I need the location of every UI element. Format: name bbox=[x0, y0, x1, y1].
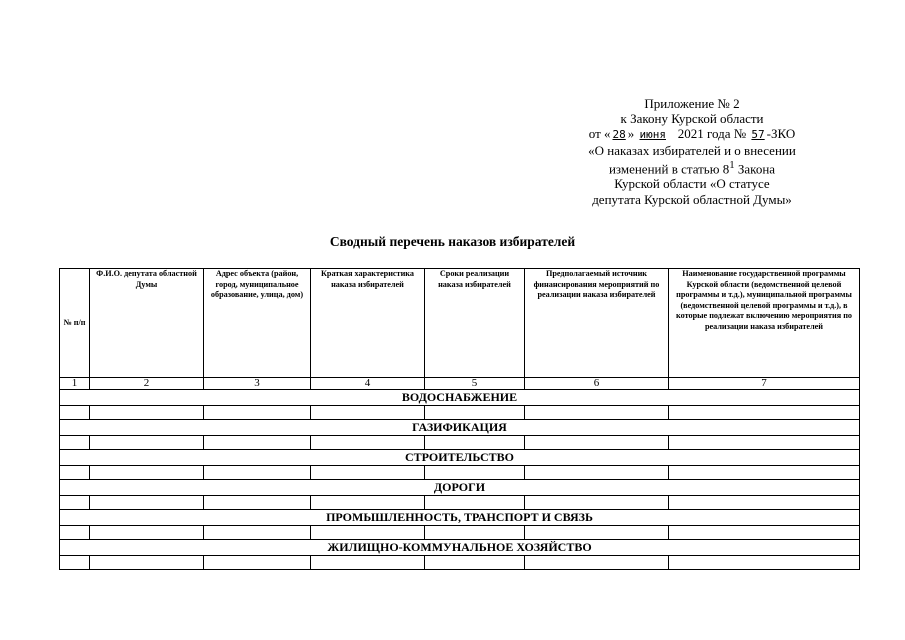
section-row bbox=[60, 420, 860, 436]
section-heading: ЖИЛИЩНО-КОММУНАЛЬНОЕ ХОЗЯЙСТВО bbox=[60, 540, 860, 556]
table-cell bbox=[525, 466, 669, 480]
column-header: Ф.И.О. депутата областной Думы bbox=[90, 269, 204, 378]
summary-table bbox=[59, 268, 860, 570]
column-header: Предполагаемый источник финансирования мероприятий по реализации наказа избирателей bbox=[525, 269, 669, 378]
law-title-line-2-text: изменений в статью 8 bbox=[608, 161, 730, 177]
table-cell bbox=[60, 526, 90, 540]
section-heading: ДОРОГИ bbox=[60, 480, 860, 496]
table-cell bbox=[669, 406, 860, 420]
column-number: 5 bbox=[425, 378, 525, 390]
column-number: 4 bbox=[311, 378, 425, 390]
table-row bbox=[60, 406, 860, 420]
document-header bbox=[542, 96, 842, 207]
table-cell bbox=[60, 556, 90, 570]
table-cell bbox=[311, 496, 425, 510]
table-cell bbox=[204, 466, 311, 480]
table-cell bbox=[669, 496, 860, 510]
law-date-line bbox=[542, 126, 842, 142]
column-header: Сроки реализации наказа избирателей bbox=[425, 269, 525, 378]
law-number: 57 bbox=[751, 128, 765, 142]
section-row bbox=[60, 540, 860, 556]
appendix-label: Приложение № 2 bbox=[644, 96, 740, 111]
table-header-row bbox=[60, 269, 860, 378]
column-header: № п/п bbox=[60, 269, 90, 378]
table-cell bbox=[425, 466, 525, 480]
page-title: Сводный перечень наказов избирателей bbox=[329, 234, 576, 249]
column-header: Адрес объекта (район, город, муниципальное образование, улица, дом) bbox=[204, 269, 311, 378]
law-title-line-2 bbox=[542, 158, 842, 177]
table-cell bbox=[425, 496, 525, 510]
table-cell bbox=[90, 436, 204, 450]
table-cell bbox=[525, 436, 669, 450]
table-cell bbox=[204, 556, 311, 570]
table-cell bbox=[311, 466, 425, 480]
table-cell bbox=[204, 406, 311, 420]
table-cell bbox=[669, 466, 860, 480]
law-reference: к Закону Курской области bbox=[620, 111, 764, 127]
table-row bbox=[60, 496, 860, 510]
section-row bbox=[60, 450, 860, 466]
section-row bbox=[60, 390, 860, 406]
section-row bbox=[60, 510, 860, 526]
column-number: 3 bbox=[204, 378, 311, 390]
article-superscript: 1 bbox=[729, 158, 735, 171]
section-heading: ПРОМЫШЛЕННОСТЬ, ТРАНСПОРТ И СВЯЗЬ bbox=[60, 510, 860, 526]
table-cell bbox=[425, 406, 525, 420]
section-heading: СТРОИТЕЛЬСТВО bbox=[60, 450, 860, 466]
section-heading: ВОДОСНАБЖЕНИЕ bbox=[60, 390, 860, 406]
table-cell bbox=[90, 496, 204, 510]
column-number: 7 bbox=[669, 378, 860, 390]
table-cell bbox=[90, 466, 204, 480]
table-cell bbox=[311, 436, 425, 450]
table-row bbox=[60, 466, 860, 480]
table-cell bbox=[669, 556, 860, 570]
date-month: июня bbox=[639, 128, 666, 142]
table-row bbox=[60, 526, 860, 540]
table-cell bbox=[311, 526, 425, 540]
date-separator: » bbox=[627, 126, 635, 142]
date-day: 28 bbox=[612, 128, 626, 142]
table-cell bbox=[60, 466, 90, 480]
section-row bbox=[60, 480, 860, 496]
law-title-line-2-end: Закона bbox=[734, 161, 776, 177]
table-row bbox=[60, 436, 860, 450]
table-cell bbox=[425, 436, 525, 450]
column-header: Наименование государственной программы Курской области (ведомственной целевой программы и т.д.), муниципальной программы (ведомственной целевой программы и т.д.), в которые подлежат включению мероприятия по реализации наказа избирателей bbox=[669, 269, 860, 378]
law-title-line-4: депутата Курской областной Думы» bbox=[592, 191, 792, 207]
section-heading: ГАЗИФИКАЦИЯ bbox=[60, 420, 860, 436]
table-cell bbox=[204, 496, 311, 510]
table-cell bbox=[669, 526, 860, 540]
table-cell bbox=[60, 436, 90, 450]
table-cell bbox=[669, 436, 860, 450]
table-cell bbox=[204, 436, 311, 450]
table-cell bbox=[90, 526, 204, 540]
date-year: 2021 года № bbox=[677, 126, 747, 142]
table-cell bbox=[311, 406, 425, 420]
law-title-line-1: «О наказах избирателей и о внесении bbox=[588, 142, 796, 158]
table-cell bbox=[525, 496, 669, 510]
table-cell bbox=[60, 496, 90, 510]
law-title-line-3: Курской области «О статусе bbox=[614, 176, 770, 192]
table-cell bbox=[525, 526, 669, 540]
column-numbers-row bbox=[60, 378, 860, 390]
table-cell bbox=[60, 406, 90, 420]
law-suffix: -ЗКО bbox=[766, 126, 796, 142]
table-cell bbox=[90, 406, 204, 420]
table-cell bbox=[525, 556, 669, 570]
column-header: Краткая характеристика наказа избирателей bbox=[311, 269, 425, 378]
table-cell bbox=[204, 526, 311, 540]
column-number: 6 bbox=[525, 378, 669, 390]
date-prefix: от « bbox=[588, 126, 611, 142]
table-cell bbox=[525, 406, 669, 420]
column-number: 2 bbox=[90, 378, 204, 390]
table-row bbox=[60, 556, 860, 570]
table-cell bbox=[90, 556, 204, 570]
column-number: 1 bbox=[60, 378, 90, 390]
table-cell bbox=[425, 556, 525, 570]
table-cell bbox=[425, 526, 525, 540]
table-cell bbox=[311, 556, 425, 570]
